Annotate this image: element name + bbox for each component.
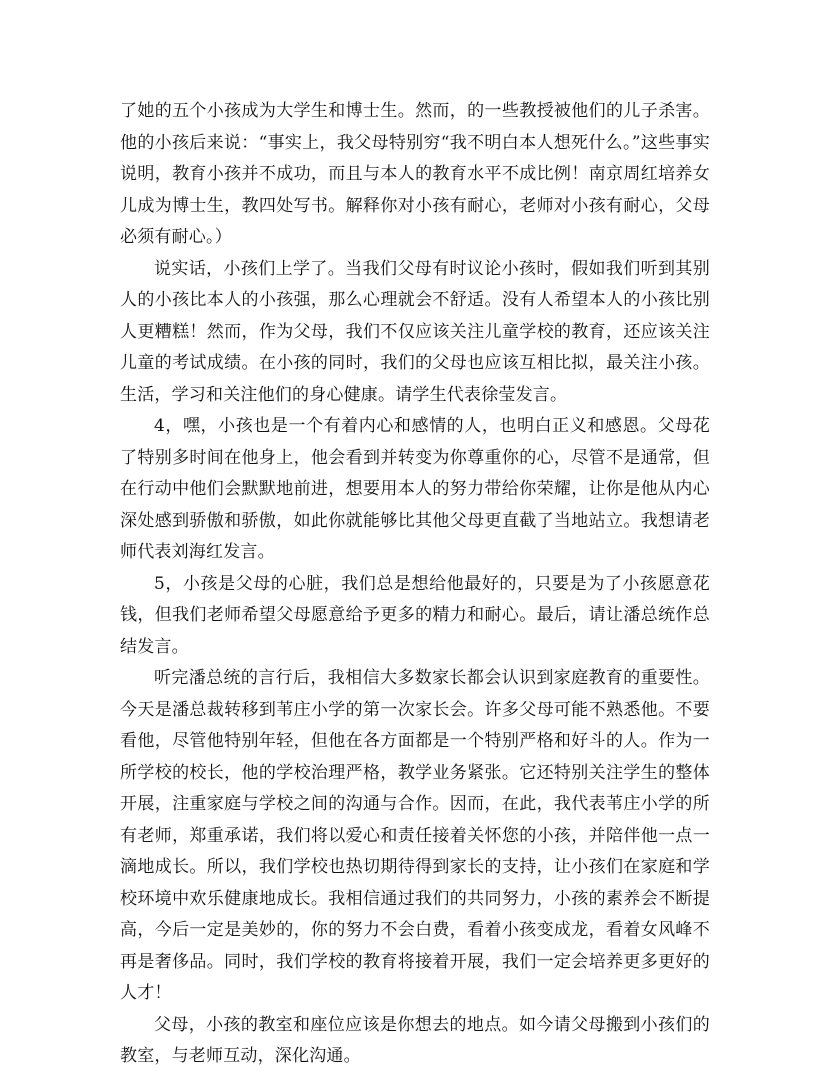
document-body: [120, 96, 710, 1073]
paragraph-4: 5，小孩是父母的心脏，我们总是想给他最好的，只要是为了小孩愿意花钱，但我们老师希望父母愿意给予更多的精力和耐心。最后，请让潘总统作总结发言。: [120, 573, 710, 657]
paragraph-2: 说实话，小孩们上学了。当我们父母有时议论小孩时，假如我们听到其别人的小孩比本人的小孩强，那么心理就会不舒适。没有人希望本人的小孩比别人更糟糕！然而，作为父母，我们不仅应该关注儿童学校的教育，还应该关注儿童的考试成绩。在小孩的同时，我们的父母也应该互相比拟，最关注小孩。生活，学习和关注他们的身心健康。请学生代表徐莹发言。: [120, 258, 710, 405]
paragraph-3: 4，嘿，小孩也是一个有着内心和感情的人，也明白正义和感恩。父母花了特别多时间在他身上，他会看到并转变为你尊重你的心，尽管不是通常，但在行动中他们会默默地前进，想要用本人的努力带给你荣耀，让你是他从内心深处感到骄傲和骄傲，如此你就能够比其他父母更直截了当地站立。我想请老师代表刘海红发言。: [120, 416, 710, 562]
paragraph-1: 了她的五个小孩成为大学生和博士生。然而，的一些教授被他们的儿子杀害。他的小孩后来说：“事实上，我父母特别穷“我不明白本人想死什么。”这些事实说明，教育小孩并不成功，而且与本人的教育水平不成比例！南京周红培养女儿成为博士生，教四处写书。解释你对小孩有耐心，老师对小孩有耐心，父母必须有耐心。）: [120, 101, 710, 247]
paragraph-6: 父母，小孩的教室和座位应该是你想去的地点。如今请父母搬到小孩们的教室，与老师互动，深化沟通。: [120, 1014, 710, 1066]
paragraph-5: 听完潘总统的言行后，我相信大多数家长都会认识到家庭教育的重要性。今天是潘总裁转移到苇庄小学的第一次家长会。许多父母可能不熟悉他。不要看他，尽管他特别年轻，但他在各方面都是一个特别严格和好斗的人。作为一所学校的校长，他的学校治理严格，教学业务紧张。它还特别关注学生的整体开展，注重家庭与学校之间的沟通与合作。因而，在此，我代表苇庄小学的所有老师，郑重承诺，我们将以爱心和责任接着关怀您的小孩，并陪伴他一点一滴地成长。所以，我们学校也热切期待得到家长的支持，让小孩们在家庭和学校环境中欢乐健康地成长。我相信通过我们的共同努力，小孩的素养会不断提高，今后一定是美妙的，你的努力不会白费，看着小孩变成龙，看着女风峰不再是奢侈品。同时，我们学校的教育将接着开展，我们一定会培养更多更好的人才！: [120, 668, 710, 1003]
